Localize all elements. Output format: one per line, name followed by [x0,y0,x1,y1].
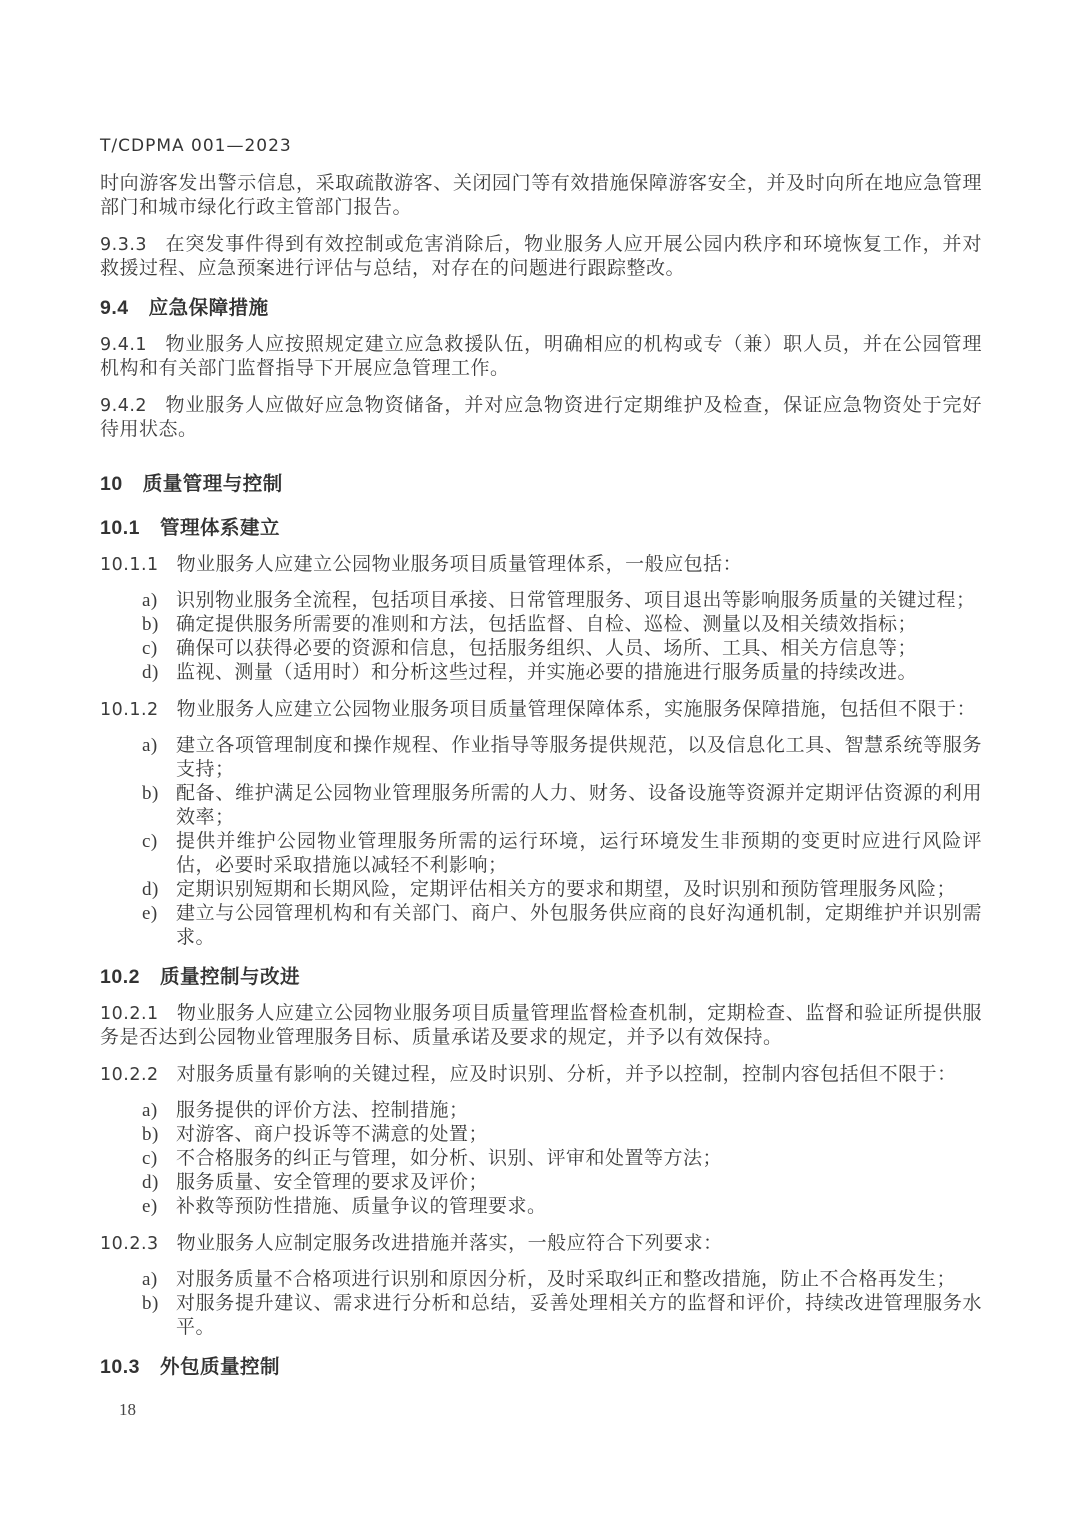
clause-number: 10.2.2 [100,1065,159,1085]
list-item-text: 监视、测量（适用时）和分析这些过程，并实施必要的措施进行服务质量的持续改进。 [176,662,918,683]
list-item-label: a) [142,1100,158,1121]
list-item-b [100,1292,982,1340]
list-item-label: b) [142,783,159,804]
standard-number-header: T/CDPMA 001—2023 [100,136,292,156]
list-item-text: 建立与公园管理机构和有关部门、商户、外包服务供应商的良好沟通机制，定期维护并识别需求。 [176,903,982,948]
clause-number: 10.1.1 [100,555,159,575]
list-item-label: e) [142,903,158,924]
list-item-text: 对服务质量不合格项进行识别和原因分析，及时采取纠正和整改措施，防止不合格再发生； [176,1269,957,1290]
clause-number: 9.4.1 [100,335,148,355]
clause-text: 物业服务人应按照规定建立应急救援队伍，明确相应的机构或专（兼）职人员，并在公园管理机构和有关部门监督指导下开展应急管理工作。 [100,334,982,379]
list-item-c [100,1147,982,1171]
clause-text: 物业服务人应制定服务改进措施并落实，一般应符合下列要求： [176,1233,723,1254]
list-item-d [100,878,982,902]
list-item-label: a) [142,1269,158,1290]
clause-10-2-1 [100,1002,982,1050]
clause-10-2-3 [100,1232,982,1256]
clause-9-4-1 [100,333,982,381]
list-item-b [100,613,982,637]
list-item-e [100,902,982,950]
clause-10-2-2 [100,1063,982,1087]
clause-text: 物业服务人应建立公园物业服务项目质量管理监督检查机制，定期检查、监督和验证所提供服务是否达到公园物业管理服务目标、质量承诺及要求的规定，并予以有效保持。 [100,1003,982,1048]
list-item-b [100,1123,982,1147]
section-title: 管理体系建立 [159,517,280,539]
clause-number: 10.2.1 [100,1004,159,1024]
list-item-text: 提供并维护公园物业管理服务所需的运行环境，运行环境发生非预期的变更时应进行风险评估，必要时采取措施以减轻不利影响； [176,831,982,876]
list-item-label: b) [142,1124,159,1145]
clause-text: 对服务质量有影响的关键过程，应及时识别、分析，并予以控制，控制内容包括但不限于： [176,1064,957,1085]
clause-9-4-2 [100,394,982,442]
paragraph-continuation: 时向游客发出警示信息，采取疏散游客、关闭园门等有效措施保障游客安全，并及时向所在地应急管理部门和城市绿化行政主管部门报告。 [100,173,982,218]
clause-list [100,1099,982,1219]
list-item-text: 对游客、商户投诉等不满意的处置； [176,1124,489,1145]
clause-number: 9.3.3 [100,235,148,255]
list-item-a [100,1099,982,1123]
list-item-a [100,734,982,782]
list-item-label: c) [142,1148,158,1169]
list-item-c [100,830,982,878]
list-item-text: 确定提供服务所需要的准则和方法，包括监督、自检、巡检、测量以及相关绩效指标； [176,614,918,635]
section-number: 10.1 [100,517,140,539]
list-item-label: e) [142,1196,158,1217]
clause-list [100,589,982,685]
clause-text: 物业服务人应建立公园物业服务项目质量管理体系，一般应包括： [176,554,743,575]
list-item-a [100,1268,982,1292]
section-heading-10-1 [100,516,982,540]
document-body [100,172,982,1379]
clause-number: 10.2.3 [100,1234,159,1254]
list-item-c [100,637,982,661]
clause-text: 在突发事件得到有效控制或危害消除后，物业服务人应开展公园内秩序和环境恢复工作，并对救援过程、应急预案进行评估与总结，对存在的问题进行跟踪整改。 [100,234,982,279]
list-item-text: 服务质量、安全管理的要求及评价； [176,1172,489,1193]
list-item-text: 补救等预防性措施、质量争议的管理要求。 [176,1196,547,1217]
list-item-d [100,661,982,685]
section-heading-10-3 [100,1355,982,1379]
list-item-label: b) [142,1293,159,1314]
list-item-text: 服务提供的评价方法、控制措施； [176,1100,469,1121]
list-item-label: c) [142,831,158,852]
list-item-d [100,1171,982,1195]
clause-list [100,734,982,950]
list-item-text: 确保可以获得必要的资源和信息，包括服务组织、人员、场所、工具、相关方信息等； [176,638,918,659]
section-number: 9.4 [100,297,129,319]
list-item-text: 不合格服务的纠正与管理，如分析、识别、评审和处置等方法； [176,1148,723,1169]
list-item-text: 定期识别短期和长期风险，定期评估相关方的要求和期望，及时识别和预防管理服务风险； [176,879,957,900]
section-number: 10.3 [100,1356,140,1378]
list-item-label: a) [142,590,158,611]
clause-number: 9.4.2 [100,396,148,416]
list-item-text: 对服务提升建议、需求进行分析和总结，妥善处理相关方的监督和评价，持续改进管理服务水平。 [176,1293,982,1338]
clause-10-1-2 [100,698,982,722]
clause-list [100,1268,982,1340]
list-item-text: 建立各项管理制度和操作规程、作业指导等服务提供规范，以及信息化工具、智慧系统等服务支持； [176,735,982,780]
clause-text: 物业服务人应做好应急物资储备，并对应急物资进行定期维护及检查，保证应急物资处于完好待用状态。 [100,395,982,440]
clause-9-3-3 [100,233,982,281]
list-item-label: d) [142,879,159,900]
section-number: 10.2 [100,966,140,988]
list-item-label: d) [142,1172,159,1193]
section-heading-10 [100,472,982,496]
list-item-a [100,589,982,613]
list-item-label: a) [142,735,158,756]
list-item-label: c) [142,638,158,659]
clause-text: 物业服务人应建立公园物业服务项目质量管理保障体系，实施服务保障措施，包括但不限于： [176,699,977,720]
clause-number: 10.1.2 [100,700,159,720]
list-item-text: 配备、维护满足公园物业管理服务所需的人力、财务、设备设施等资源并定期评估资源的利用效率； [176,783,982,828]
clause-10-1-1 [100,553,982,577]
list-item-b [100,782,982,830]
section-title: 质量控制与改进 [159,966,300,988]
section-number: 10 [100,473,123,495]
list-item-label: b) [142,614,159,635]
section-heading-10-2 [100,965,982,989]
page-number: 18 [119,1400,136,1419]
section-title: 质量管理与控制 [142,473,283,495]
section-title: 外包质量控制 [159,1356,280,1378]
list-item-e [100,1195,982,1219]
section-heading-9-4 [100,296,982,320]
list-item-text: 识别物业服务全流程，包括项目承接、日常管理服务、项目退出等影响服务质量的关键过程； [176,590,976,611]
list-item-label: d) [142,662,159,683]
section-title: 应急保障措施 [148,297,269,319]
